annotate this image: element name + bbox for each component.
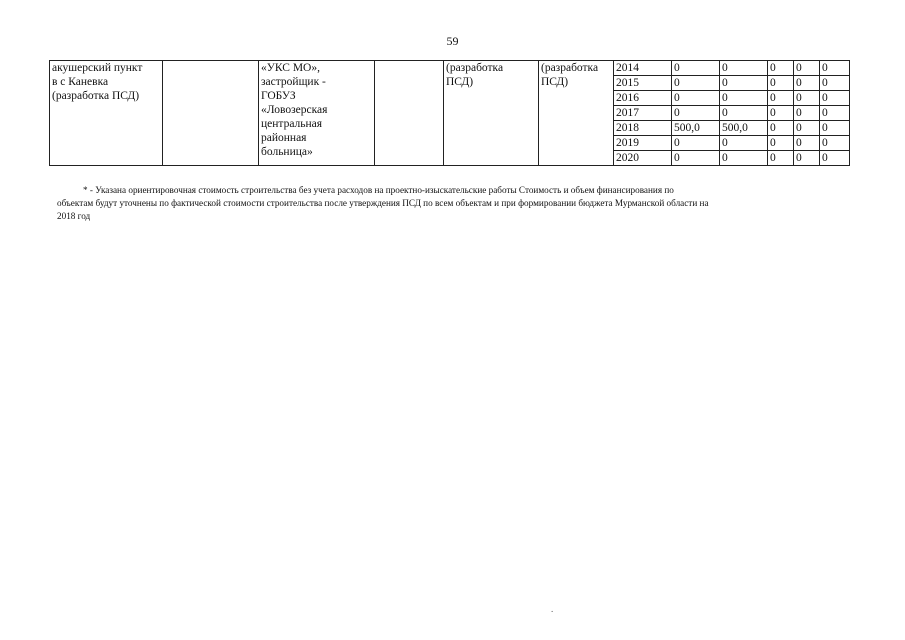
design-cell	[539, 61, 614, 166]
customer-line: ГОБУЗ	[261, 90, 296, 102]
value-cell: 0	[820, 61, 850, 76]
year-cell: 2015	[614, 76, 672, 91]
year-cell: 2020	[614, 151, 672, 166]
value-cell: 0	[820, 151, 850, 166]
year-cell: 2018	[614, 121, 672, 136]
design-line: ПСД)	[446, 76, 474, 88]
financing-table	[49, 60, 850, 166]
value-cell: 0	[672, 76, 720, 91]
design-line: ПСД)	[541, 76, 569, 88]
year-cell: 2014	[614, 61, 672, 76]
value-cell: 0	[768, 121, 794, 136]
table-row	[50, 61, 850, 76]
value-cell: 0	[794, 76, 820, 91]
customer-line: «Ловозерская	[261, 104, 328, 116]
design-line: (разработка	[446, 62, 504, 74]
value-cell: 0	[820, 91, 850, 106]
value-cell: 0	[672, 91, 720, 106]
customer-line: центральная	[261, 118, 323, 130]
value-cell: 0	[820, 136, 850, 151]
value-cell: 0	[672, 136, 720, 151]
value-cell: 0	[794, 151, 820, 166]
value-cell: 0	[768, 91, 794, 106]
value-cell: 0	[820, 106, 850, 121]
object-name-line: в с Каневка	[52, 76, 109, 88]
value-cell: 0	[820, 76, 850, 91]
scan-speck: .	[551, 604, 554, 614]
value-cell: 0	[720, 91, 768, 106]
footnote-line: объектам будут уточнены по фактической стоимости строительства после утверждения ПСД по всем объектам и при формировании бюджета Мурманской области на	[57, 198, 709, 208]
value-cell: 0	[820, 121, 850, 136]
customer-line: застройщик -	[261, 76, 326, 88]
value-cell: 0	[768, 61, 794, 76]
object-name-line: акушерский пункт	[52, 62, 143, 74]
value-cell: 0	[672, 106, 720, 121]
value-cell: 0	[794, 121, 820, 136]
value-cell: 0	[720, 151, 768, 166]
value-cell: 500,0	[720, 121, 768, 136]
value-cell: 0	[794, 91, 820, 106]
value-cell: 0	[794, 106, 820, 121]
value-cell: 0	[768, 136, 794, 151]
footnote-line: 2018 год	[57, 211, 91, 221]
design-cell	[444, 61, 539, 166]
page-number: 59	[446, 34, 459, 48]
customer-line: больница»	[261, 146, 313, 158]
value-cell: 500,0	[672, 121, 720, 136]
year-cell: 2019	[614, 136, 672, 151]
footnote-line: * - Указана ориентировочная стоимость строительства без учета расходов на проектно-изыскательские работы Стоимость и объем финансирования по	[83, 185, 674, 195]
footnote	[57, 184, 847, 223]
value-cell: 0	[720, 106, 768, 121]
value-cell: 0	[720, 61, 768, 76]
customer-line: районная	[261, 132, 307, 144]
value-cell: 0	[672, 151, 720, 166]
value-cell: 0	[720, 136, 768, 151]
design-line: (разработка	[541, 62, 599, 74]
value-cell: 0	[720, 76, 768, 91]
value-cell: 0	[768, 151, 794, 166]
value-cell: 0	[768, 106, 794, 121]
year-cell: 2016	[614, 91, 672, 106]
customer-line: «УКС МО»,	[261, 62, 320, 74]
empty-cell	[375, 61, 444, 166]
value-cell: 0	[768, 76, 794, 91]
value-cell: 0	[672, 61, 720, 76]
year-cell: 2017	[614, 106, 672, 121]
object-name-line: (разработка ПСД)	[52, 90, 140, 102]
value-cell: 0	[794, 136, 820, 151]
customer-cell	[259, 61, 375, 166]
object-name-cell	[50, 61, 163, 166]
empty-cell	[163, 61, 259, 166]
value-cell: 0	[794, 61, 820, 76]
